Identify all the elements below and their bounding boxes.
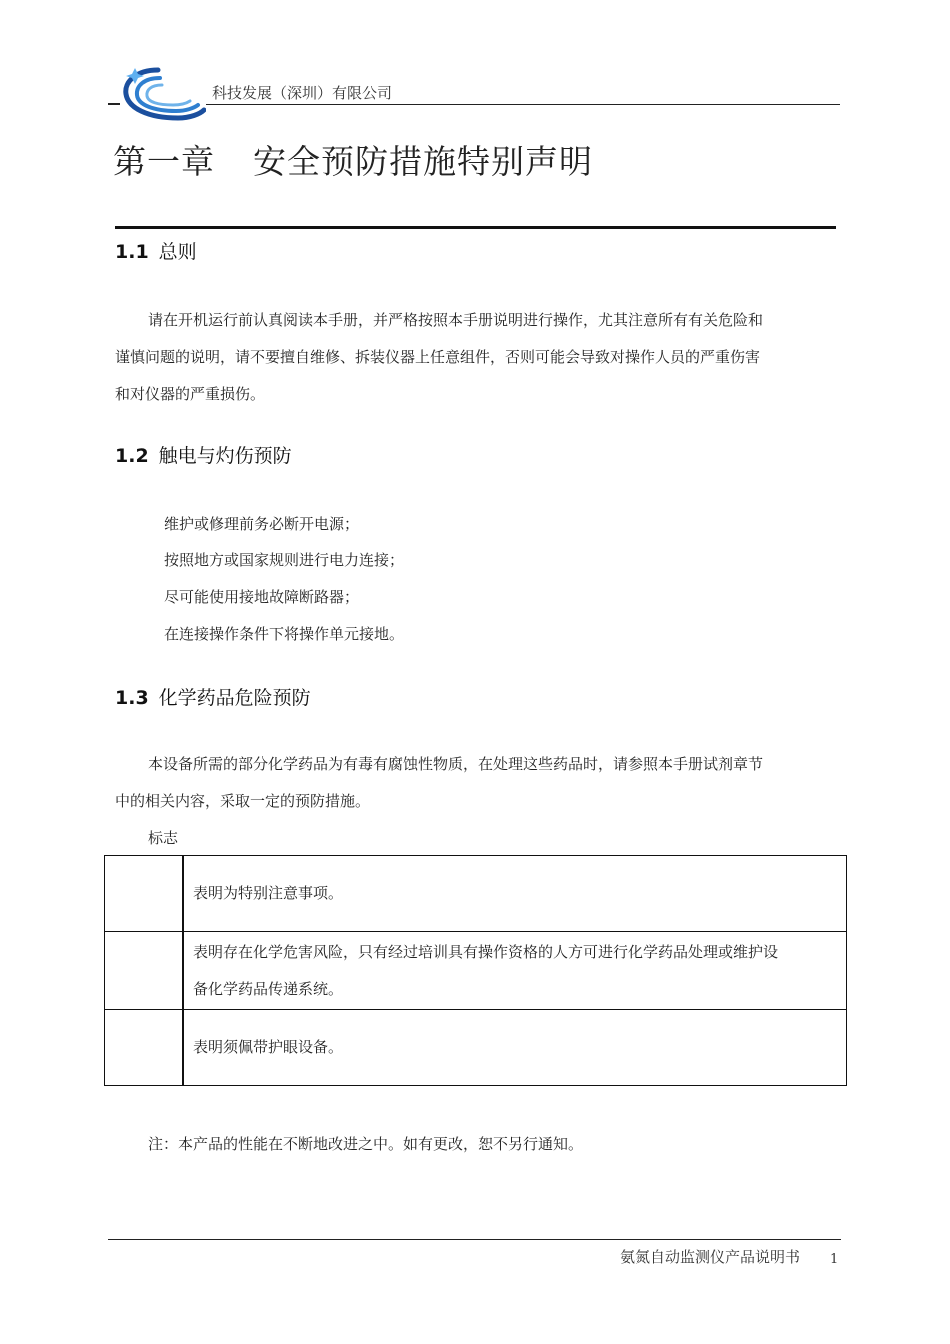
list-item: 尽可能使用接地故障断路器； (164, 588, 360, 606)
sign-text: 表明存在化学危害风险，只有经过培训具有操作资格的人方可进行化学药品处理或维护设 (193, 942, 779, 961)
company-name: 科技发展（深圳）有限公司 (212, 84, 393, 102)
company-logo (118, 64, 206, 122)
section-number: 1.1 (115, 241, 149, 263)
chapter-heading: 安全预防措施特别声明 (253, 142, 593, 181)
section-heading-1-1 (115, 237, 197, 264)
sign-description (183, 1010, 847, 1086)
table-row (105, 1010, 847, 1086)
section-title: 化学药品危险预防 (158, 687, 311, 709)
paragraph-line: 中的相关内容，采取一定的预防措施。 (115, 792, 371, 810)
section-heading-1-2 (115, 441, 292, 468)
section-heading-1-3 (115, 683, 311, 710)
paragraph-line: 请在开机运行前认真阅读本手册，并严格按照本手册说明进行操作，尤其注意所有有关危险和 (148, 311, 764, 329)
section-number: 1.2 (115, 445, 149, 467)
signs-table (104, 855, 847, 1086)
footer-rule (108, 1239, 841, 1240)
list-item: 按照地方或国家规则进行电力连接； (164, 551, 405, 569)
sign-text: 表明为特别注意事项。 (193, 884, 344, 902)
header-rule (206, 104, 840, 105)
sign-description (183, 932, 847, 1010)
sign-icon-cell (105, 1010, 184, 1086)
paragraph-line: 本设备所需的部分化学药品为有毒有腐蚀性物质，在处理这些药品时，请参照本手册试剂章节 (148, 755, 764, 773)
section-title: 触电与灼伤预防 (158, 445, 292, 467)
section-number: 1.3 (115, 687, 149, 709)
page-number: 1 (830, 1252, 839, 1267)
list-item: 在连接操作条件下将操作单元接地。 (164, 625, 405, 643)
table-row (105, 856, 847, 932)
section-title: 总则 (158, 241, 197, 263)
sign-icon-cell (105, 932, 184, 1010)
signs-label: 标志 (148, 829, 179, 847)
sign-icon-cell (105, 856, 184, 932)
chapter-title (113, 136, 593, 183)
sign-description (183, 856, 847, 932)
footer-title: 氨氮自动监测仪产品说明书 (620, 1248, 801, 1266)
table-row (105, 932, 847, 1010)
header-tick (108, 103, 120, 105)
chapter-number: 第一章 (113, 142, 215, 181)
paragraph-line: 和对仪器的严重损伤。 (115, 385, 266, 403)
note-text: 注：本产品的性能在不断地改进之中。如有更改，恕不另行通知。 (148, 1135, 584, 1153)
paragraph-line: 谨慎问题的说明，请不要擅自维修、拆装仪器上任意组件，否则可能会导致对操作人员的严重伤害 (115, 348, 761, 366)
sign-text: 表明须佩带护眼设备。 (193, 1038, 344, 1056)
chapter-rule (115, 226, 836, 229)
sign-text: 备化学药品传递系统。 (193, 979, 344, 998)
list-item: 维护或修理前务必断开电源； (164, 515, 360, 533)
